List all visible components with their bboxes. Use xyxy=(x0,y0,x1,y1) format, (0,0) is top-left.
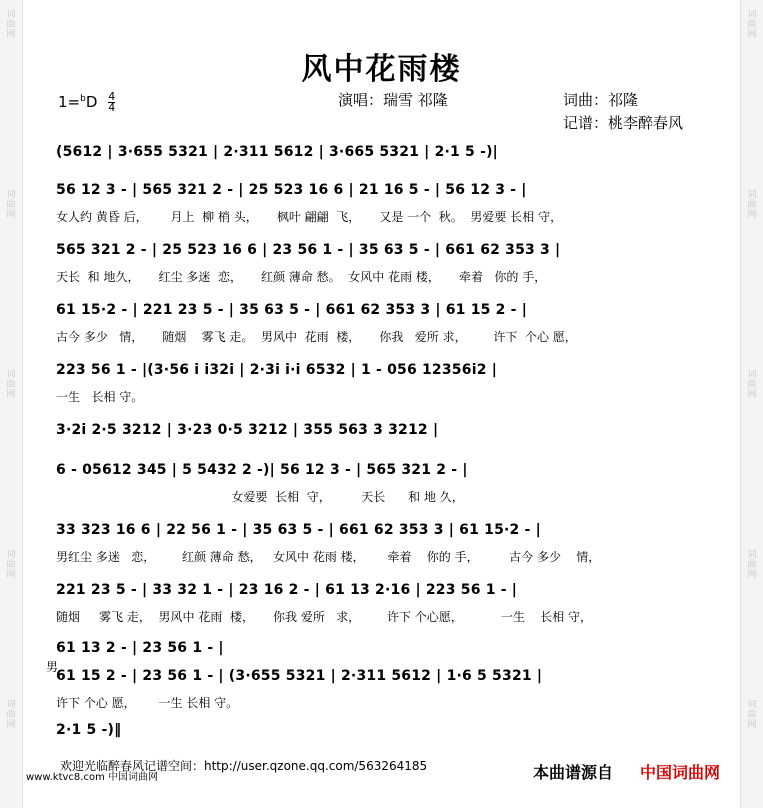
lyrics: 古今 多少 情， 随烟 雾飞 走。 男风中 花雨 楼， 你我 爱所 求， 许下 个心 愿， xyxy=(56,330,577,344)
notes: 2·1 5 -)‖ xyxy=(56,722,122,738)
key-note: D xyxy=(85,93,98,111)
watermark-text: 词曲网 xyxy=(747,370,757,400)
watermark-text: 词曲网 xyxy=(6,700,16,730)
time-bottom: 4 xyxy=(108,101,116,114)
notes: 221 23 5 - | 33 32 1 - | 23 16 2 - | 61 13 2·16 | 223 56 1 - | xyxy=(56,582,518,598)
watermark-text: 词曲网 xyxy=(6,550,16,580)
right-watermark-strip xyxy=(740,0,763,808)
watermark-text: 词曲网 xyxy=(747,10,757,40)
watermark-text: 词曲网 xyxy=(747,700,757,730)
watermark-text: 词曲网 xyxy=(6,190,16,220)
notes: 223 56 1 - |(3·56 i i32i | 2·3i i·i 6532 | 1 - 056 12356i2 | xyxy=(56,362,498,378)
watermark-text: 词曲网 xyxy=(747,190,757,220)
notes: 56 12 3 - | 565 321 2 - | 25 523 16 6 | 21 16 5 - | 56 12 3 - | xyxy=(56,182,527,198)
flat-sign: b xyxy=(80,94,86,104)
notes: 3·2i 2·5 3212 | 3·23 0·5 3212 | 355 563 3 3212 | xyxy=(56,422,439,438)
footer-welcome: 欢迎光临醉春风记谱空间：http://user.qzone.qq.com/563264185 xyxy=(60,759,428,773)
notes: 61 15·2 - | 221 23 5 - | 35 63 5 - | 661 62 353 3 | 61 15 2 - | xyxy=(56,302,528,318)
key-signature xyxy=(58,92,115,113)
song-title: 风中花雨楼 xyxy=(301,52,462,87)
lyrics: 一生 长相 守。 xyxy=(56,390,144,404)
notes: 61 15 2 - | 23 56 1 - | (3·655 5321 | 2·311 5612 | 1·6 5 5321 | xyxy=(56,668,543,684)
lyrics: 男 xyxy=(46,660,59,674)
time-signature xyxy=(108,92,115,113)
key-prefix: 1= xyxy=(58,93,81,111)
composer: 词曲：祁隆 xyxy=(563,91,639,109)
lyrics: 女人约 黄昏 后， 月上 柳 梢 头， 枫叶 翩翩 飞， 又是 一个 秋。 男爱要 长相 守， xyxy=(56,210,563,224)
time-top: 4 xyxy=(108,90,116,103)
lyrics: 男红尘 多迷 恋， 红颜 薄命 愁， 女风中 花雨 楼， 牵着 你的 手， 古今 多少 情， xyxy=(56,550,601,564)
notes: 6 - 05612 345 | 5 5432 2 -)| 56 12 3 - | 565 321 2 - | xyxy=(56,462,468,478)
notes: 33 323 16 6 | 22 56 1 - | 35 63 5 - | 661 62 353 3 | 61 15·2 - | xyxy=(56,522,541,538)
watermark-text: 词曲网 xyxy=(6,370,16,400)
lyrics: 天长 和 地久， 红尘 多迷 恋， 红颜 薄命 愁。 女风中 花雨 楼， 牵着 你的 手， xyxy=(56,270,547,284)
notes: (5612 | 3·655 5321 | 2·311 5612 | 3·665 5321 | 2·1 5 -)| xyxy=(56,144,498,160)
watermark-text: 词曲网 xyxy=(6,10,16,40)
lyrics: 随烟 雾飞 走， 男风中 花雨 楼， 你我 爱所 求， 许下 个心愿， 一生 长相 守， xyxy=(56,610,593,624)
lyrics: 许下 个心 愿， 一生 长相 守。 xyxy=(56,696,239,710)
singers: 演唱：瑞雪 祁隆 xyxy=(338,91,448,109)
site-logo-text: www.ktvc8.com 中国词曲网 xyxy=(26,772,159,783)
source-label: 本曲谱源自 xyxy=(533,763,614,782)
transcriber: 记谱：桃李醉春风 xyxy=(563,114,684,132)
left-watermark-strip xyxy=(0,0,23,808)
lyrics: 女爱要 长相 守， 天长 和 地 久， xyxy=(56,490,464,504)
notes: 61 13 2 - | 23 56 1 - | xyxy=(56,640,224,656)
notes: 565 321 2 - | 25 523 16 6 | 23 56 1 - | 35 63 5 - | 661 62 353 3 | xyxy=(56,242,561,258)
watermark-text: 词曲网 xyxy=(747,550,757,580)
source-name: 中国词曲网 xyxy=(640,763,721,782)
